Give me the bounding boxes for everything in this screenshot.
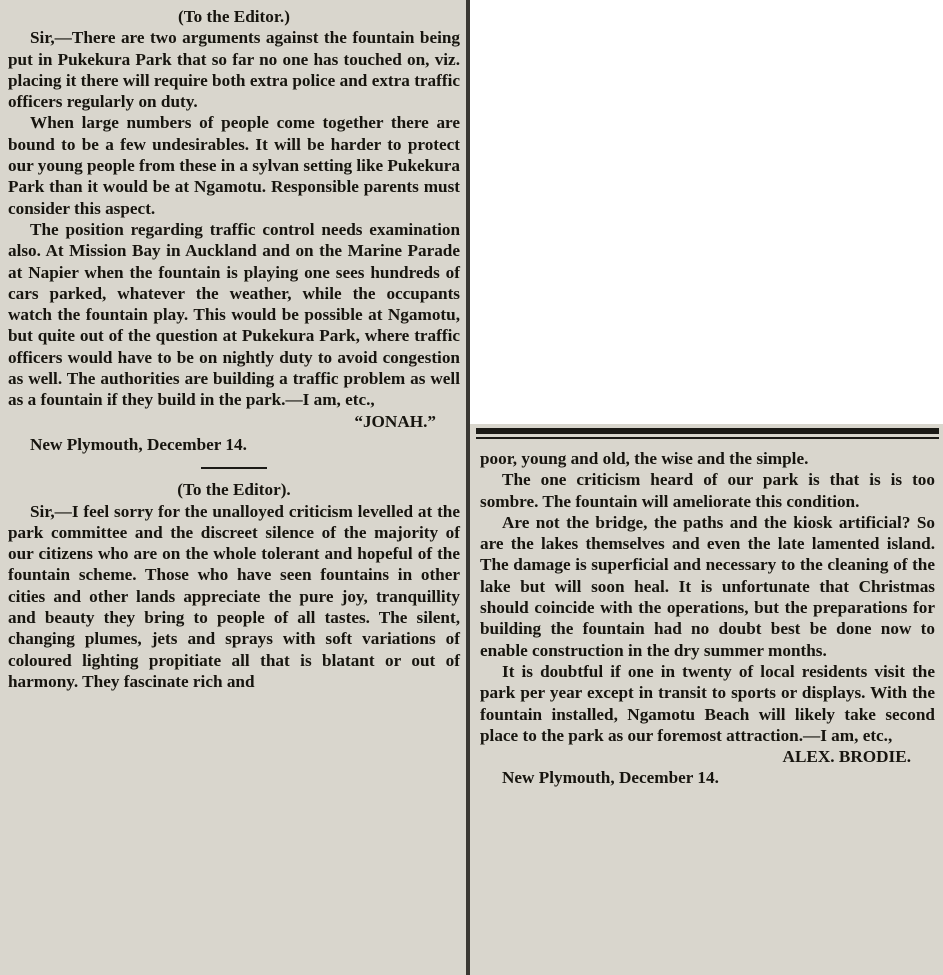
letter1-signature: “JONAH.”	[354, 411, 436, 431]
left-column-clipping	[0, 0, 470, 975]
letter2-paragraph-4: It is doubtful if one in twenty of local residents visit the park per year except in transit to sports or displays. With the fountain installed, Ngamotu Beach will likely take second place to the park as our foremost attraction.—I am, etc.,	[480, 661, 935, 745]
column-thin-rule	[476, 437, 939, 439]
letter2-paragraph-3: Are not the bridge, the paths and the kiosk artificial? So are the lakes themselves and even the late lamented island. The damage is superficial and necessary to the cleaning of the lake but will soon heal. It is unfortunate that Christmas should coincide with the operations, but the preparations for building the fountain had no doubt best be done now to enable construction in the dry summer months.	[480, 512, 935, 660]
letter1-paragraph-3: The position regarding traffic control needs examination also. At Mission Bay in Auckland and on the Marine Parade at Napier when the fountain is playing one sees hundreds of cars parked, whatever the weather, while the occupants watch the fountain play. This would be possible at Ngamotu, but quite out of the question at Pukekura Park, where traffic officers would have to be on nightly duty to avoid congestion as well. The authorities are building a traffic problem as well as a fountain if they build in the park.—I am, etc.,	[8, 219, 460, 410]
letter1-paragraph-1: Sir,—There are two arguments against the fountain being put in Pukekura Park that so far no one has touched on, viz. placing it there will require both extra police and extra traffic officers regularly on duty.	[8, 28, 460, 112]
letter2-paragraph-continued: poor, young and old, the wise and the simple.	[480, 449, 809, 468]
right-column-clipping	[470, 424, 943, 975]
letter2-paragraph-1: Sir,—I feel sorry for the unalloyed criticism levelled at the park committee and the discreet silence of the majority of our citizens who are on the whole tolerant and hopeful of the fountain scheme. Those who have seen fountains in other cities and other lands appreciate the pure joy, tranquillity and beauty they bring to people of all tastes. The silent, changing plumes, jets and sprays with soft variations of coloured lighting propitiate all that is blatant or out of harmony. They fascinate rich and	[8, 501, 460, 691]
letter-divider	[201, 467, 267, 469]
letter2-signature: ALEX. BRODIE.	[782, 747, 911, 767]
letter2-heading: (To the Editor).	[177, 480, 291, 500]
letter2-dateline: New Plymouth, December 14.	[502, 768, 719, 788]
letter2-paragraph-2: The one criticism heard of our park is that is is too sombre. The fountain will ameliorate this condition.	[480, 470, 935, 511]
letter1-heading: (To the Editor.)	[178, 7, 290, 26]
letter1-paragraph-2: When large numbers of people come together there are bound to be a few undesirables. It will be harder to protect our young people from these in a sylvan setting like Pukekura Park than it would be at Ngamotu. Responsible parents must consider this aspect.	[8, 113, 461, 218]
letter1-dateline: New Plymouth, December 14.	[30, 434, 247, 454]
column-heavy-rule	[476, 428, 939, 434]
